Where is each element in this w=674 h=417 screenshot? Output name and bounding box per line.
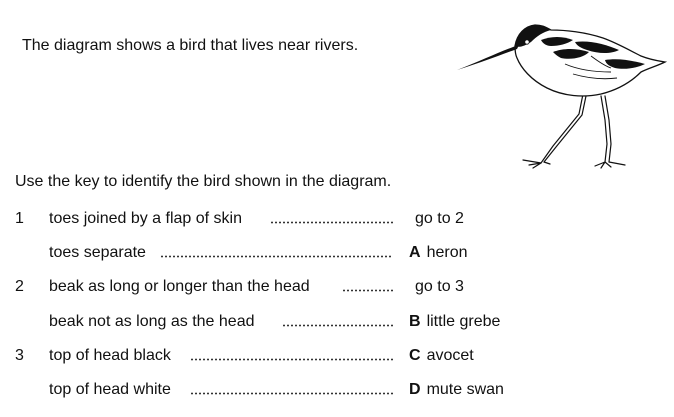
dot-leader xyxy=(190,392,393,395)
key-row xyxy=(0,278,674,312)
clue-text: top of head black xyxy=(49,346,171,364)
dot-leader xyxy=(270,221,393,224)
key-result xyxy=(409,313,500,331)
dot-leader xyxy=(190,358,393,361)
result-letter: C xyxy=(409,346,421,364)
instruction-text: Use the key to identify the bird shown in the diagram. xyxy=(15,173,392,190)
result-letter: D xyxy=(409,380,421,398)
step-number: 1 xyxy=(15,210,24,227)
intro-text: The diagram shows a bird that lives near rivers. xyxy=(22,37,359,54)
clue-text: toes separate xyxy=(49,244,146,262)
key-result xyxy=(409,210,464,228)
step-number: 2 xyxy=(15,278,24,296)
key-row xyxy=(0,313,674,347)
result-text: mute swan xyxy=(426,380,504,398)
result-text: go to 2 xyxy=(415,210,464,227)
dot-leader xyxy=(282,324,393,327)
key-result xyxy=(409,347,474,365)
clue-text: beak as long or longer than the head xyxy=(49,278,310,296)
key-row xyxy=(0,244,674,278)
clue-text: toes joined by a flap of skin xyxy=(49,210,243,227)
key-row xyxy=(0,381,674,415)
result-text: heron xyxy=(426,244,468,262)
result-text: little grebe xyxy=(426,312,501,330)
key-result xyxy=(409,278,464,296)
result-letter: A xyxy=(409,244,421,262)
key-row xyxy=(0,347,674,381)
identification-key xyxy=(0,210,674,415)
key-result xyxy=(409,244,467,262)
result-letter: B xyxy=(409,312,421,330)
clue-text: top of head white xyxy=(49,380,171,398)
avocet-bird-icon xyxy=(455,16,670,174)
dot-leader xyxy=(160,255,393,258)
dot-leader xyxy=(342,289,393,292)
clue-text: beak not as long as the head xyxy=(49,312,255,330)
step-number: 3 xyxy=(15,346,24,364)
result-text: go to 3 xyxy=(415,278,464,296)
key-row xyxy=(0,210,674,244)
key-result xyxy=(409,381,504,399)
result-text: avocet xyxy=(426,346,474,364)
